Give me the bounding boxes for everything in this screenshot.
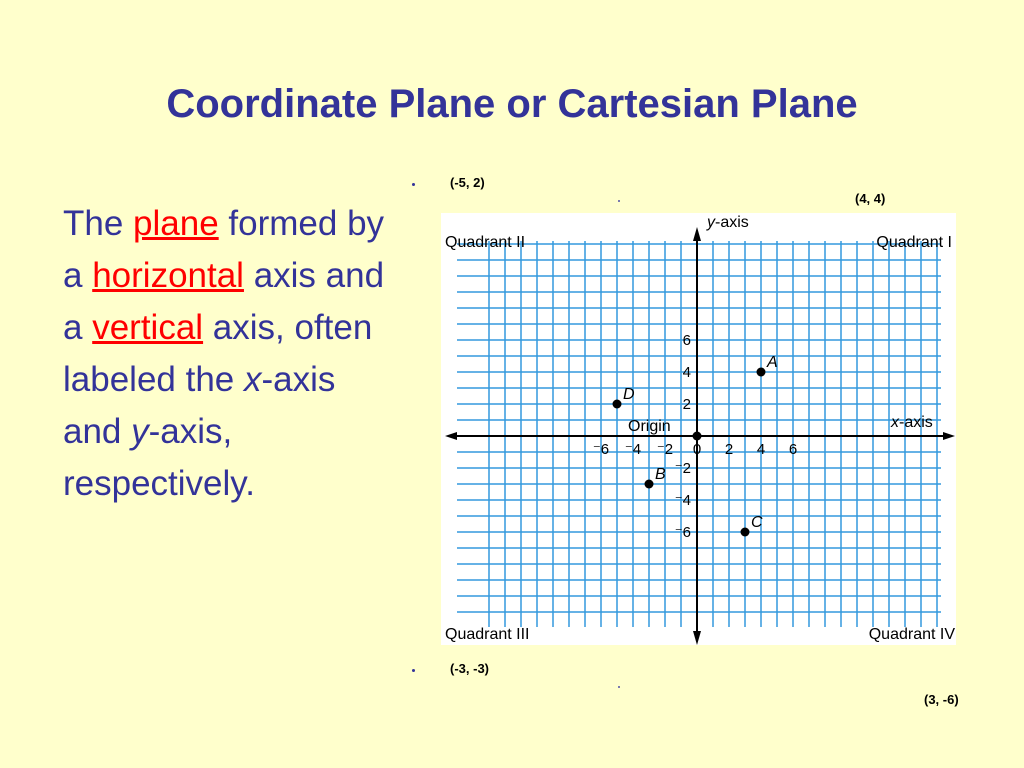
text-segment: formed by a (63, 204, 385, 295)
x-axis-text: -axis (899, 414, 933, 431)
coord-label-a: (4, 4) (855, 191, 886, 206)
y-tick-label: 2 (682, 396, 691, 413)
y-tick-label: 6 (682, 332, 691, 349)
bullet-icon (618, 200, 620, 202)
x-tick-label: 2 (724, 441, 734, 458)
quadrant-iv-label: Quadrant IV (868, 626, 955, 643)
point-c (741, 528, 750, 537)
plane-link[interactable]: plane (133, 204, 219, 243)
x-axis-left-arrow (445, 432, 457, 440)
origin-point (693, 432, 702, 441)
x-axis-label (890, 414, 933, 431)
coord-label-b: (-3, -3) (450, 661, 489, 676)
x-axis-var: x (891, 414, 899, 431)
point-d (613, 400, 622, 409)
x-tick-label: 6 (788, 441, 798, 458)
y-axis-var: y (707, 214, 715, 231)
definition-text (63, 198, 393, 510)
quadrant-iii-label: Quadrant III (445, 626, 530, 643)
point-b (645, 480, 654, 489)
x-tick-label: ⁻2 (656, 441, 674, 458)
text-segment: axis and a (63, 256, 385, 347)
text-segment: The (63, 204, 134, 243)
x-variable: x (243, 360, 262, 399)
origin-label: Origin (628, 418, 671, 435)
y-axis-top-arrow (693, 227, 701, 241)
x-tick-label: 0 (692, 441, 702, 458)
bullet-icon (412, 669, 415, 672)
y-axis-label (706, 214, 749, 231)
x-tick-label: 4 (756, 441, 766, 458)
quadrant-i-label: Quadrant I (876, 234, 952, 251)
coordinate-plane-svg (441, 213, 956, 645)
y-axis-bottom-arrow (693, 631, 701, 645)
y-tick-label: ⁻4 (674, 492, 691, 509)
text-segment: axis, often labeled the (63, 308, 373, 399)
bullet-icon (412, 183, 415, 186)
coord-label-c: (3, -6) (924, 692, 959, 707)
coordinate-plane-figure (441, 213, 956, 645)
point-label-b: B (655, 466, 666, 483)
y-tick-label: ⁻6 (674, 524, 691, 541)
slide-title: Coordinate Plane or Cartesian Plane (166, 82, 858, 126)
y-variable: y (131, 412, 149, 451)
quadrant-ii-label: Quadrant II (445, 234, 526, 251)
x-tick-label: ⁻4 (624, 441, 642, 458)
x-tick-label: ⁻6 (592, 441, 610, 458)
y-tick-label: 4 (682, 364, 691, 381)
text-segment: -axis, respectively. (63, 412, 255, 503)
point-label-c: C (751, 514, 763, 531)
point-label-a: A (767, 354, 778, 371)
y-axis-text: -axis (715, 214, 749, 231)
x-axis-right-arrow (943, 432, 955, 440)
vertical-link[interactable]: vertical (92, 308, 204, 347)
point-a (757, 368, 766, 377)
point-label-d: D (623, 386, 635, 403)
horizontal-link[interactable]: horizontal (92, 256, 244, 295)
coord-label-d: (-5, 2) (450, 175, 485, 190)
text-segment: -axis and (63, 360, 336, 451)
bullet-icon (618, 686, 620, 688)
y-tick-label: ⁻2 (674, 460, 691, 477)
